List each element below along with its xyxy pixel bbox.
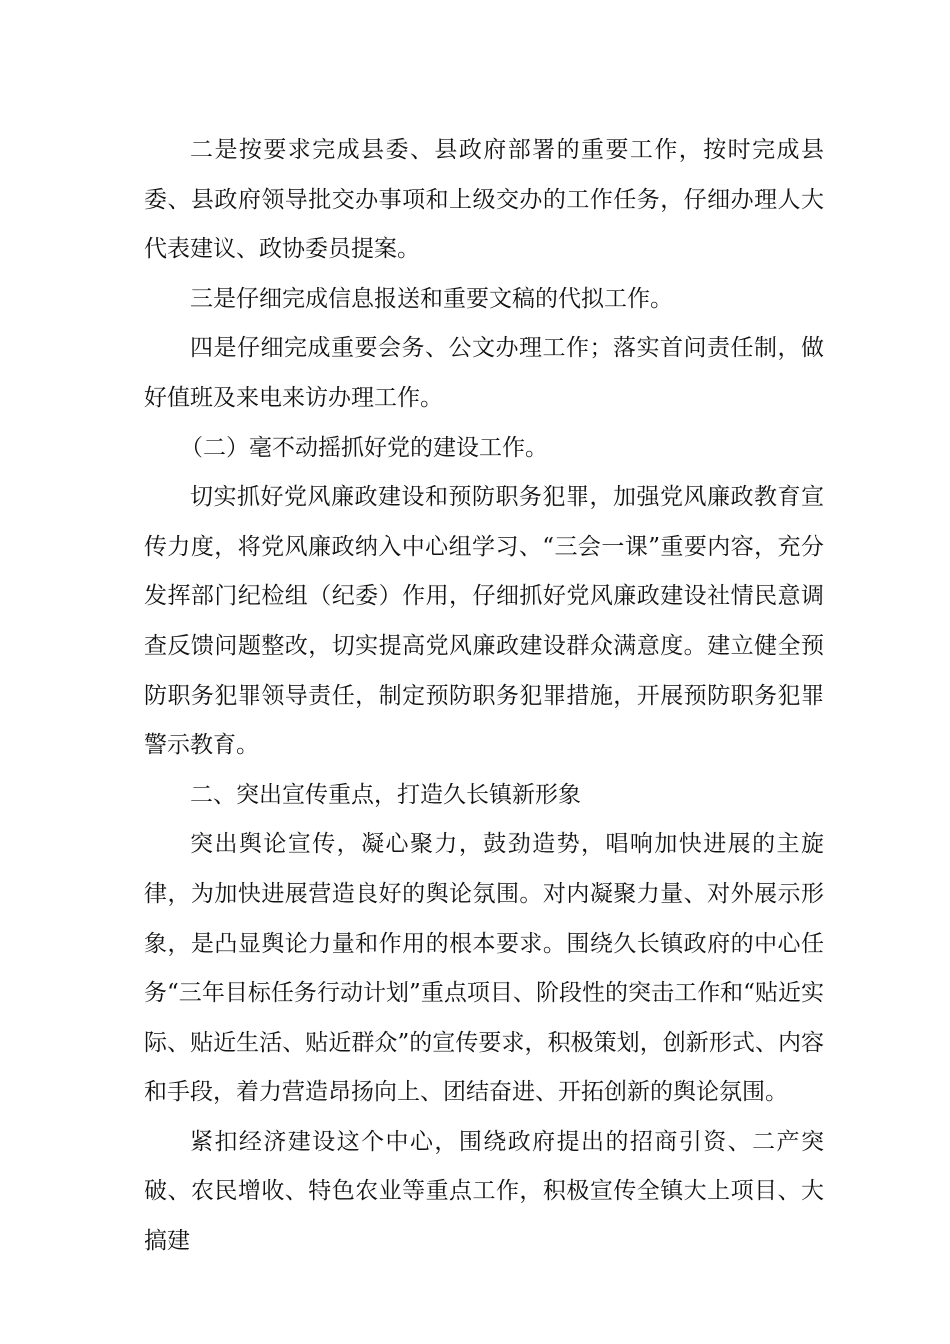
paragraph: 四是仔细完成重要会务、公文办理工作；落实首问责任制，做好值班及来电来访办理工作。 [144, 335, 824, 411]
paragraph: 紧扣经济建设这个中心，围绕政府提出的招商引资、二产突破、农民增收、特色农业等重点工作，积极宣传全镇大上项目、大搞建 [144, 1128, 824, 1255]
paragraph: 突出舆论宣传，凝心聚力，鼓劲造势，唱响加快进展的主旋律，为加快进展营造良好的舆论氛围。对内凝聚力量、对外展示形象，是凸显舆论力量和作用的根本要求。围绕久长镇政府的中心任务“三年目标任务行动计划”重点项目、阶段性的突击工作和“贴近实际、贴近生活、贴近群众”的宣传要求，积极策划，创新形式、内容和手段，着力营造昂扬向上、团结奋进、开拓创新的舆论氛围。 [144, 831, 824, 1106]
paragraph: 二是按要求完成县委、县政府部署的重要工作，按时完成县委、县政府领导批交办事项和上级交办的工作任务，仔细办理人大代表建议、政协委员提案。 [144, 137, 824, 263]
document-body [144, 126, 824, 1267]
paragraph: 三是仔细完成信息报送和重要文稿的代拟工作。 [190, 285, 673, 312]
section-heading: 二、突出宣传重点，打造久长镇新形象 [190, 781, 581, 808]
paragraph: 切实抓好党风廉政建设和预防职务犯罪，加强党风廉政教育宣传力度，将党风廉政纳入中心组学习、“三会一课”重要内容，充分发挥部门纪检组（纪委）作用，仔细抓好党风廉政建设社情民意调查反馈问题整改，切实提高党风廉政建设群众满意度。建立健全预防职务犯罪领导责任，制定预防职务犯罪措施，开展预防职务犯罪警示教育。 [144, 484, 824, 759]
section-subheading: （二）毫不动摇抓好党的建设工作。 [180, 434, 548, 461]
